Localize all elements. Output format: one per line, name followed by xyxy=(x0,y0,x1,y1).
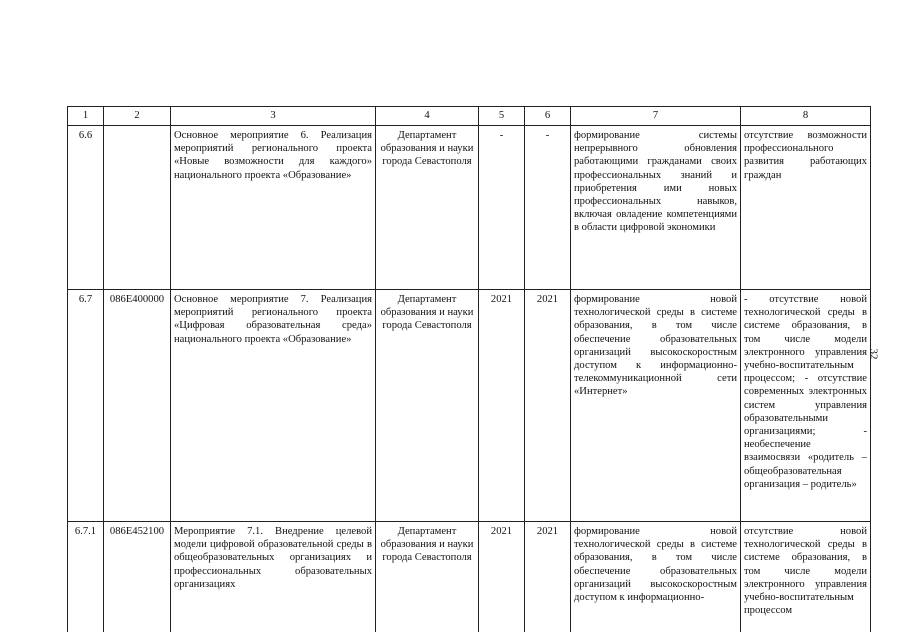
header-col-3: 3 xyxy=(171,107,376,126)
expected-result: формирование новой технологической среды в системе образования, в том числе обеспечение образовательных организаций высокоскоростным доступом к информационно-телекоммуникационной сети «Интернет» xyxy=(571,290,741,522)
table-row xyxy=(68,126,871,290)
start-year: - xyxy=(479,126,525,290)
end-year: 2021 xyxy=(525,290,571,522)
consequence: отсутствие возможности профессионального развития работающих граждан xyxy=(741,126,871,290)
executor: Департамент образования и науки города Севастополя xyxy=(376,522,479,633)
consequence: отсутствие новой технологической среды в системе образования, в том числе модели электронного управления учебно-воспитательным процессом xyxy=(741,522,871,633)
row-number: 6.6 xyxy=(68,126,104,290)
executor: Департамент образования и науки города Севастополя xyxy=(376,290,479,522)
header-col-6: 6 xyxy=(525,107,571,126)
row-number: 6.7 xyxy=(68,290,104,522)
header-col-7: 7 xyxy=(571,107,741,126)
end-year: - xyxy=(525,126,571,290)
header-col-5: 5 xyxy=(479,107,525,126)
budget-code: 086E400000 xyxy=(104,290,171,522)
start-year: 2021 xyxy=(479,522,525,633)
event-name: Мероприятие 7.1. Внедрение целевой модели цифровой образовательной среды в общеобразовательных организациях и профессиональных образовательных организациях xyxy=(171,522,376,633)
executor: Департамент образования и науки города Севастополя xyxy=(376,126,479,290)
end-year: 2021 xyxy=(525,522,571,633)
header-col-2: 2 xyxy=(104,107,171,126)
page-number: 32 xyxy=(867,348,880,360)
event-name: Основное мероприятие 6. Реализация мероприятий регионального проекта «Новые возможности для каждого» национального проекта «Образование» xyxy=(171,126,376,290)
header-col-4: 4 xyxy=(376,107,479,126)
row-number: 6.7.1 xyxy=(68,522,104,633)
event-name: Основное мероприятие 7. Реализация мероприятий регионального проекта «Цифровая образовательная среда» национального проекта «Образование» xyxy=(171,290,376,522)
expected-result: формирование новой технологической среды в системе образования, в том числе обеспечение образовательных организаций высокоскоростным доступом к информационно- xyxy=(571,522,741,633)
expected-result: формирование системы непрерывного обновления работающими гражданами своих профессиональных знаний и приобретения ими новых профессиональных навыков, включая овладение компетенциями в области цифровой экономики xyxy=(571,126,741,290)
budget-code: 086E452100 xyxy=(104,522,171,633)
table-row xyxy=(68,522,871,633)
table-row xyxy=(68,290,871,522)
start-year: 2021 xyxy=(479,290,525,522)
consequence: - отсутствие новой технологической среды в системе образования, в том числе модели электронного управления учебно-воспитательным процессом; - отсутствие современных электронных систем управления образовательными организациями; - необеспечение взаимосвязи «родитель – общеобразовательная организация – родитель» xyxy=(741,290,871,522)
header-col-8: 8 xyxy=(741,107,871,126)
header-row xyxy=(68,107,871,126)
program-table xyxy=(67,106,871,632)
header-col-1: 1 xyxy=(68,107,104,126)
budget-code xyxy=(104,126,171,290)
